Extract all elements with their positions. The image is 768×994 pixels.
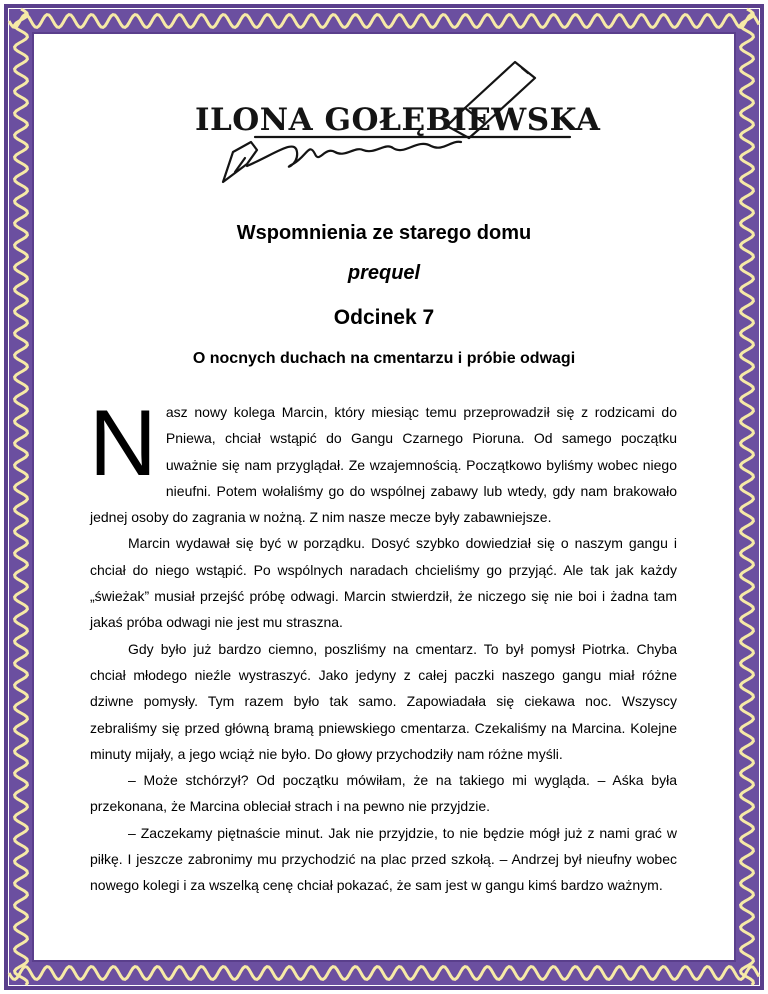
paragraph: Marcin wydawał się być w porządku. Dosyć szybko dowiedział się o naszym gangu i chciał do niego wstąpić. Po wspólnych naradach chcieliśmy go przyjąć. Ale tak jak każdy „świeżak” musiał przejść próbę odwagi. Marcin stwierdził, że niczego się nie boi i żadna tam jakaś próba odwagi nie jest mu straszna. — [90, 535, 677, 631]
story-subtitle: prequel — [347, 262, 421, 284]
author-name: ILONA GOŁĘBIEWSKA — [195, 102, 601, 138]
episode-label: Odcinek 7 — [333, 306, 435, 329]
author-logo — [185, 42, 601, 194]
paragraph-text: asz nowy kolega Marcin, który miesiąc temu przeprowadził się z rodzicami do Pniewa, chciał wstąpić do Gangu Czarnego Pioruna. Od samego początku uważnie się nam przyglądał. Ze wzajemnością. Początkowo byliśmy wobec niego nieufni. Potem wołaliśmy go do wspólnej zabawy lub wtedy, gdy nam brakowało jednej osoby do zagrania w nożną. Z nim nasze mecze były zabawniejsze. — [90, 404, 677, 526]
drop-cap: N — [89, 390, 157, 495]
story-title: Wspomnienia ze starego domu — [236, 222, 532, 244]
chapter-title: O nocnych duchach na cmentarzu i próbie odwagi — [192, 350, 576, 367]
paragraph: Gdy było już bardzo ciemno, poszliśmy na cmentarz. To był pomysł Piotrka. Chyba chciał młodego nieźle wystraszyć. Jako jedyny z całej paczki naszego gangu miał różne dziwne pomysły. Tym razem było tak samo. Zapowiadała się ciekawa noc. Wszyscy zebraliśmy się przed główną bramą pniewskiego cmentarza. Czekaliśmy na Marcina. Kolejne minuty mijały, a jego wciąż nie było. Do głowy przychodziły nam różne myśli. — [90, 640, 677, 762]
paragraph — [89, 390, 677, 530]
paragraph: – Zaczekamy piętnaście minut. Jak nie przyjdzie, to nie będzie mógł już z nami grać w piłkę. I jeszcze zabronimy mu przychodzić na plac przed szkołą. – Andrzej był nieufny wobec nowego kolegi i za wszelką cenę chciał pokazać, że sam jest w gangu kimś bardzo ważnym. — [90, 824, 677, 894]
paragraph: – Może stchórzył? Od początku mówiłam, że na takiego mi wygląda. – Aśka była przekonana, że Marcina obleciał strach i na pewno nie przyjdzie. — [90, 772, 677, 815]
story-body — [89, 390, 677, 899]
